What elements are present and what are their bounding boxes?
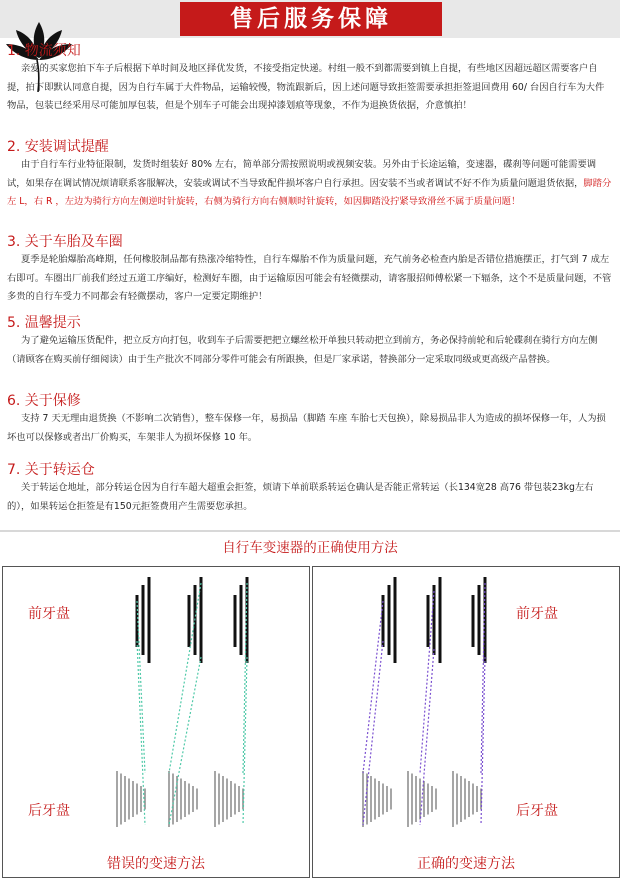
chain-line: [169, 583, 201, 773]
right-gear-diagram: [313, 567, 619, 877]
header-banner: [0, 0, 620, 38]
divider: [0, 530, 620, 532]
section-installation: [7, 138, 612, 212]
wrong-gear-diagram: [3, 567, 309, 877]
section-title: 7. 关于转运仓: [7, 462, 95, 478]
section-text: 支持 7 天无理由退货换（不影响二次销售），整车保修一年，易损品（脚踏 车座 车胎七天包换），除易损品非人为造成的损坏保修一年，人为损坏也可以保修或者出厂价购买，车架非人为损坏保修 10 年。: [7, 413, 606, 443]
section-tips: [7, 314, 612, 369]
chain-line: [363, 641, 383, 825]
section-title: 5. 温馨提示: [7, 315, 81, 331]
right-method-panel: [312, 566, 620, 878]
wrong-method-panel: [2, 566, 310, 878]
page-title: 售后服务保障: [180, 2, 442, 36]
section-text: 关于转运仓地址，部分转运仓因为自行车超大超重会拒签，烦请下单前联系转运仓确认是否能正常转运（长134宽28 高76 带包装23kg左右的），如果转运仓拒签是有150元拒签费用产生需要您承担。: [7, 482, 594, 512]
section-text: 夏季是轮胎爆胎高峰期，任何橡胶制品都有热涨冷缩特性，自行车爆胎不作为质量问题，充气前务必检查内胎是否错位措施摆正，打气到 7 成左右即可。车圈出厂前我们经过五道工序编好，检测好车圈，由于运输原因可能会有轻微摆动，请客服招师傅松紧一下辐条，这个不是质量问题，不管多贵的自行车受力不同都会有轻微摆动，客户一定要定期维护！: [7, 254, 612, 303]
right-method-caption: 正确的变速方法: [417, 856, 515, 872]
section-warranty: [7, 392, 612, 447]
chain-line: [363, 601, 383, 773]
front-chainring-label: 前牙盘: [28, 606, 70, 622]
section-tires: [7, 233, 612, 307]
section-text: 为了避免运输压货配件，把立反方向打包，收到车子后需要把把立螺丝松开单独只转动把立到前方，务必保持前轮和后轮碟刹在骑行方向左侧（请顾客在购买前仔细阅读）由于生产批次不同部分零件可能会有所跟换，但是厂家承诺，替换部分一定采取同级或更高级产品替换。: [7, 335, 598, 365]
section-title: 2. 安装调试提醒: [7, 139, 109, 155]
rear-cassette-label: 后牙盘: [516, 803, 558, 819]
section-title: 1. 物流须知: [7, 43, 81, 59]
pedal-warning: 脚踏分左 L，右 R ，左边为骑行方向左侧逆时针旋转，右侧为骑行方向右侧顺时针旋转，如因脚踏没拧紧导致滑丝不属于质量问题！: [7, 177, 612, 208]
rear-cassette-label: 后牙盘: [28, 803, 70, 819]
front-chainring-label: 前牙盘: [516, 606, 558, 622]
wrong-method-caption: 错误的变速方法: [107, 856, 205, 872]
section-title: 6. 关于保修: [7, 393, 81, 409]
diagram-title: 自行车变速器的正确使用方法: [222, 540, 398, 556]
section-logistics: [7, 42, 612, 116]
section-text: 亲爱的买家您拍下车子后根据下单时间及地区择优发货，不接受指定快递。村组一般不到都需要到镇上自提，有些地区因超远超区需要客户自提，拍下即默认同意自提，因为自行车属于大件物品，运输较慢，物流跟新后，因上述问题导致拒签需要承担拒签退回费用 60/ 台因自行车为大件物品，包装已经采用尽可能加厚包装，但是个别车子可能会出现掉漆划痕等现象，不作为退换货依据，介意慎拍！: [7, 63, 605, 112]
section-title: 3. 关于车胎及车圈: [7, 234, 123, 250]
section-transfer: [7, 461, 612, 516]
section-text: 由于自行车行业特征限制，发货时组装好 80% 左右，简单部分需按照说明或视频安装。另外由于长途运输，变速器，碟刹等问题可能需要调试，如果存在调试情况烦请联系客服解决，安装或调试不当导致配件损坏客户自行承担。因安装不当或者调试不好不作为质量问题退货依据，脚踏分左 L，右 R ，左边为骑行方向左侧逆时针旋转，右侧为骑行方向右侧顺时针旋转，如因脚踏没拧紧导致滑丝不属于质量问题！: [7, 159, 612, 208]
